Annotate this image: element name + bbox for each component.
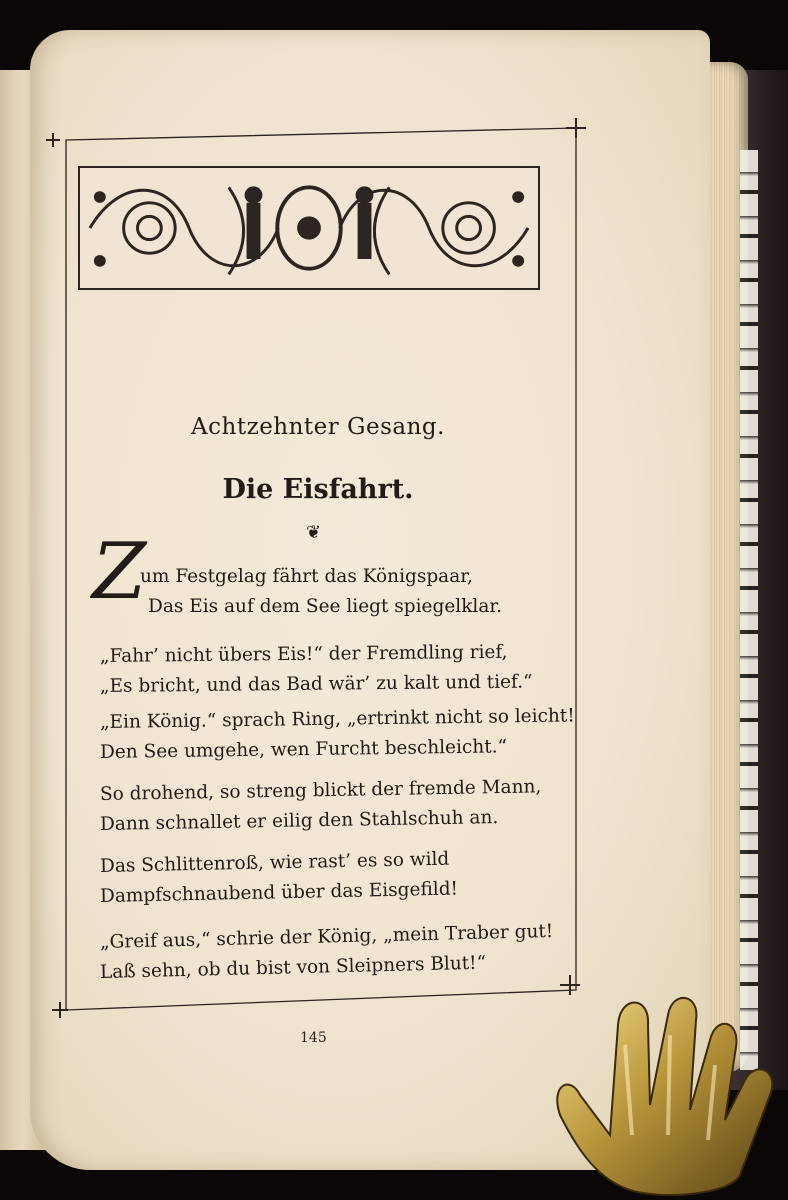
section-heading: Achtzehnter Gesang. [191,414,445,440]
verse-line-10: Dampfschnaubend über das Eisgefild! [99,878,459,907]
ornament-scroll-icon [80,168,538,288]
drop-cap-initial: Z [92,527,147,617]
page-number: 145 [300,1030,327,1046]
verse-line-1: um Festgelag fährt das Königspaar, [140,566,473,587]
verse-line-12: Laß sehn, ob du bist von Sleipners Blut!“ [99,952,487,983]
verse-line-7: So drohend, so streng blickt der fremde Mann, [99,776,542,805]
verse-line-2: Das Eis auf dem See liegt spiegelklar. [148,596,503,617]
verse-line-3: „Fahr’ nicht übers Eis!“ der Fremdling rief, [99,641,508,667]
ornamental-banner [78,166,540,290]
verse-line-5: „Ein König.“ sprach Ring, „ertrinkt nicht so leicht! [99,705,575,733]
verse-line-8: Dann schnallet er eilig den Stahlschuh an. [99,807,499,835]
verse-line-4: „Es bricht, und das Bad wär’ zu kalt und tief.“ [99,671,533,697]
verse-line-11: „Greif aus,“ schrie der König, „mein Traber gut! [99,920,554,953]
poem-title: Die Eisfahrt. [222,474,414,505]
verse-line-6: Den See umgehe, wen Furcht beschleicht.“ [99,736,508,763]
brass-hand-bookholder-icon [540,985,788,1200]
fleuron-icon: ❦ [306,522,322,543]
verse-line-9: Das Schlittenroß, wie rast’ es so wild [99,848,450,877]
